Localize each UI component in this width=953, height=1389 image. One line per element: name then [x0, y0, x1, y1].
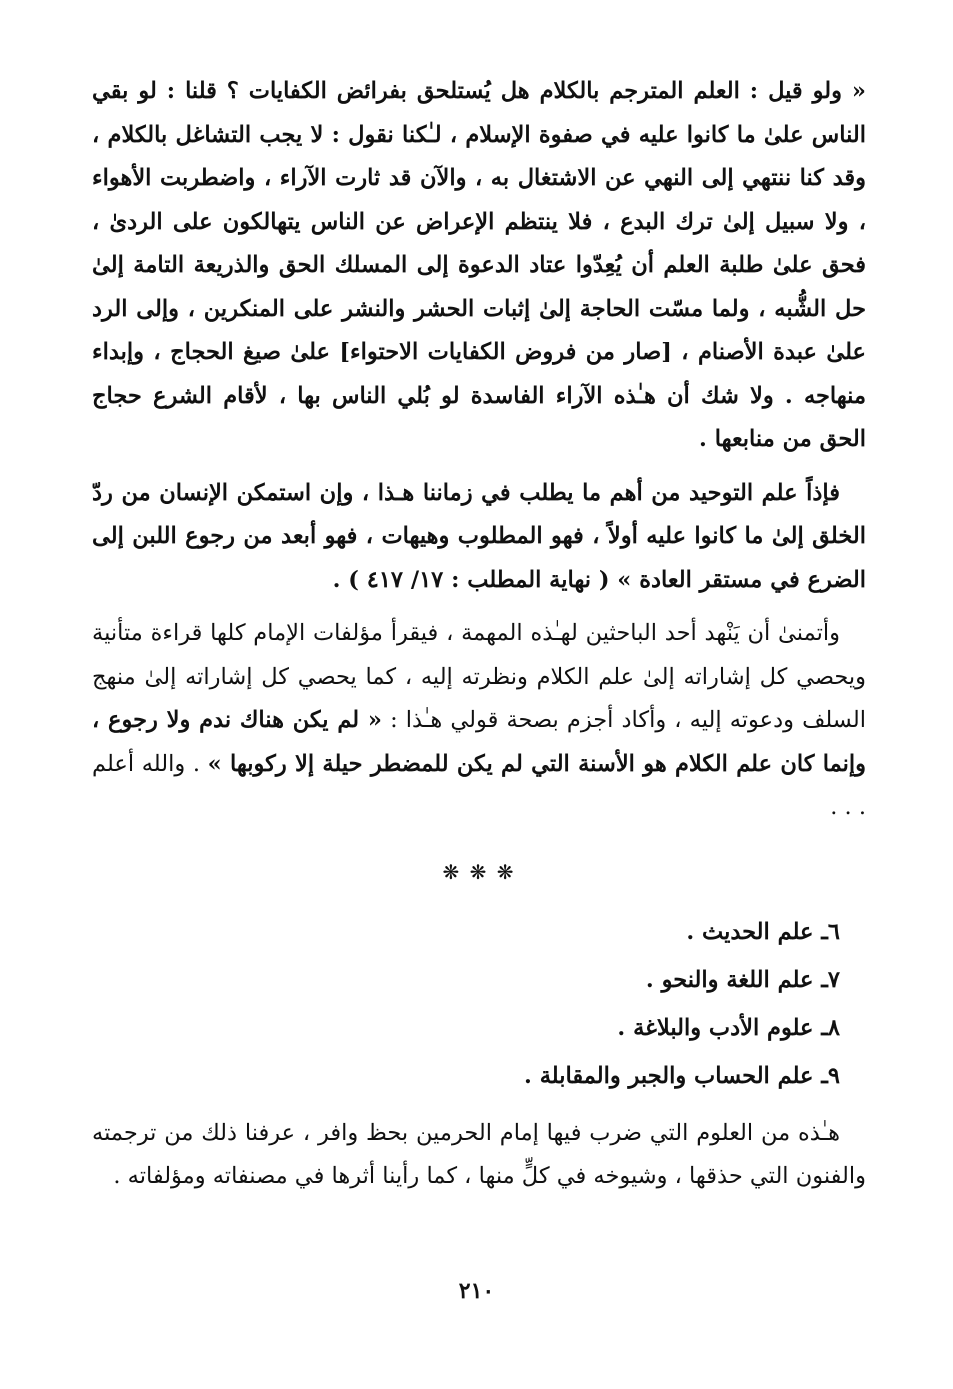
sciences-list [92, 908, 866, 1100]
list-item: ٩ـ علم الحساب والجبر والمقابلة . [524, 1062, 840, 1089]
paragraph-wish-ending: . والله أعلم . . . [92, 750, 866, 820]
page-number: ٢١٠ [458, 1278, 495, 1304]
paragraph-tawhid: فإذاً علم التوحيد من أهم ما يطلب في زماننا هـذا ، وإن استمكن الإنسان من ردّ الخلق إلىٰ ما كانوا عليه أولاً ، فهو المطلوب وهيهات ، فهو أبعد من رجوع اللبن إلى الضرع في مستقر العادة » ( نهاية المطلب : ١٧/ ٤١٧ ) . [92, 479, 866, 593]
paragraph-quote-kalam: « ولو قيل : العلم المترجم بالكلام هل يُستلحق بفرائض الكفايات ؟ قلنا : لو بقي الناس علىٰ ما كانوا عليه في صفوة الإسلام ، لـٰكنا نقول : لا يجب التشاغل بالكلام ، وقد كنا ننتهي إلى النهي عن الاشتغال به ، والآن قد ثارت الآراء ، واضطربت الأهواء ، ولا سبيل إلىٰ ترك البدع ، فلا ينتظم الإعراض عن الناس يتهالكون على الردىٰ ، فحق علىٰ طلبة العلم أن يُعِدّوا عتاد الدعوة إلى المسلك الحق والذريعة التامة إلىٰ حل الشُّبه ، ولما مسّت الحاجة إلىٰ إثبات الحشر والنشر على المنكرين ، وإلى الرد علىٰ عبدة الأصنام ، [صار من فروض الكفايات الاحتواء] علىٰ صيغ الحجاج ، وإبداء منهاجه . ولا شك أن هـٰذه الآراء الفاسدة لو بُلي الناس بها ، لأقام الشرع حجاج الحق من منابعها . [92, 78, 866, 452]
paragraph-wish [92, 612, 866, 830]
section-separator: ❋ ❋ ❋ [442, 859, 516, 884]
paragraph-wish-text: وأتمنىٰ أن يَنْهد أحد الباحثين لهـٰذه المهمة ، فيقرأ مؤلفات الإمام كلها قراءة متأنية ويحصي كل إشاراته إلىٰ علم الكلام ونظرته إليه ، كما يحصي كل إشاراته إلىٰ منهج السلف ودعوته إليه ، وأكاد أجزم بصحة قولي هـٰذا : [92, 620, 866, 733]
paragraph-wish-quote: « لم يكن هناك ندم ولا رجوع ، وإنما كان علم الكلام هو الأسنة التي لم يكن للمضطر حيلة إلا ركوبها » [92, 707, 866, 777]
list-item: ٨ـ علوم الأدب والبلاغة . [617, 1014, 840, 1041]
page-body [92, 70, 866, 1199]
list-item: ٧ـ علم اللغة والنحو . [645, 966, 840, 993]
paragraph-summary: هـٰذه من العلوم التي ضرب فيها إمام الحرمين بحظ وافر ، عرفنا ذلك من ترجمته والفنون التي حذقها ، وشيوخه في كلٍّ منها ، كما رأينا أثرها في مصنفاته ومؤلفاته . [92, 1119, 866, 1189]
list-item: ٦ـ علم الحديث . [686, 918, 840, 945]
